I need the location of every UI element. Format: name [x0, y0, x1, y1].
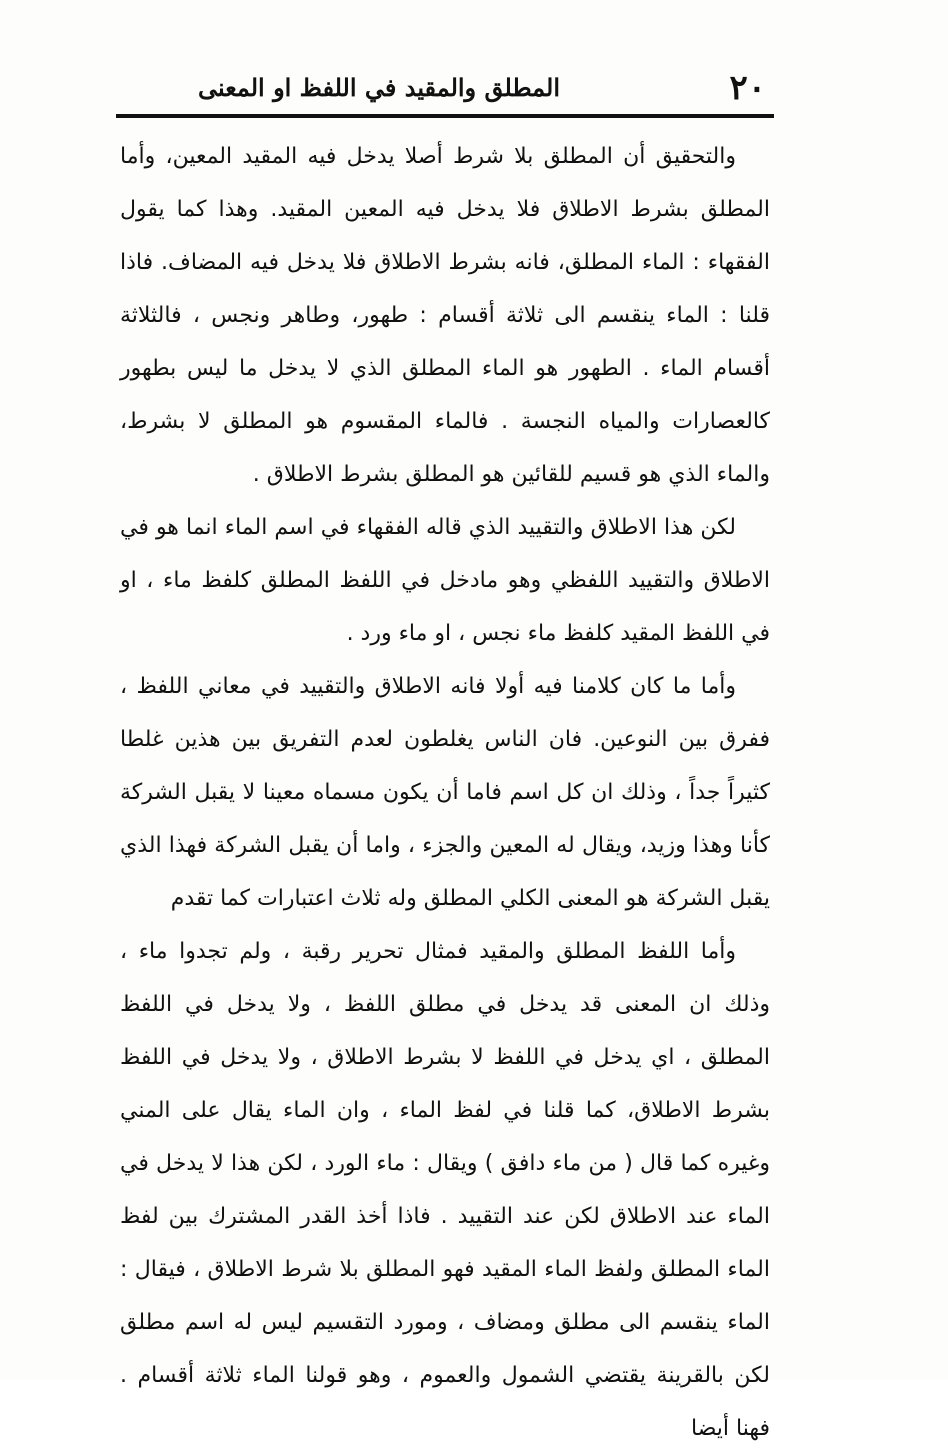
running-title: المطلق والمقيد في اللفظ او المعنى	[198, 73, 560, 102]
paragraph-3: وأما ما كان كلامنا فيه أولا فانه الاطلاق والتقييد في معاني اللفظ ، ففرق بين النوعين. فان الناس يغلطون لعدم التفريق بين هذين غلطا كثيراً جداً ، وذلك ان كل اسم فاما أن يكون مسماه معينا لا يقبل الشركة كأنا وهذا وزيد، ويقال له المعين والجزء ، واما أن يقبل الشركة فهذا الذي يقبل الشركة هو المعنى الكلي المطلق وله ثلاث اعتبارات كما تقدم	[120, 674, 770, 911]
page-number: ٢٠	[729, 68, 766, 108]
page-header	[120, 66, 770, 112]
paragraph-1: والتحقيق أن المطلق بلا شرط أصلا يدخل فيه المقيد المعين، وأما المطلق بشرط الاطلاق فلا يدخل فيه المعين المقيد. وهذا كما يقول الفقهاء : الماء المطلق، فانه بشرط الاطلاق فلا يدخل فيه المضاف. فاذا قلنا : الماء ينقسم الى ثلاثة أقسام : طهور، وطاهر ونجس ، فالثلاثة أقسام الماء . الطهور هو الماء المطلق الذي لا يدخل ما ليس بطهور كالعصارات والمياه النجسة . فالماء المقسوم هو المطلق لا بشرط، والماء الذي هو قسيم للقائين هو المطلق بشرط الاطلاق .	[120, 144, 770, 487]
header-rule	[116, 114, 774, 118]
paragraph-2: لكن هذا الاطلاق والتقييد الذي قاله الفقهاء في اسم الماء انما هو في الاطلاق والتقييد اللفظي وهو مادخل في اللفظ المطلق كلفظ ماء ، او في اللفظ المقيد كلفظ ماء نجس ، او ماء ورد .	[120, 515, 770, 646]
paragraph-4: وأما اللفظ المطلق والمقيد فمثال تحرير رقبة ، ولم تجدوا ماء ، وذلك ان المعنى قد يدخل في مطلق اللفظ ، ولا يدخل في اللفظ المطلق ، اي يدخل في اللفظ لا بشرط الاطلاق ، ولا يدخل في اللفظ بشرط الاطلاق، كما قلنا في لفظ الماء ، وان الماء يقال على المني وغيره كما قال ( من ماء دافق ) ويقال : ماء الورد ، لكن هذا لا يدخل في الماء عند الاطلاق لكن عند التقييد . فاذا أخذ القدر المشترك بين لفظ الماء المطلق ولفظ الماء المقيد فهو المطلق بلا شرط الاطلاق ، فيقال : الماء ينقسم الى مطلق ومضاف ، ومورد التقسيم ليس له اسم مطلق لكن بالقرينة يقتضي الشمول والعموم ، وهو قولنا الماء ثلاثة أقسام . فهنا أيضا	[120, 939, 770, 1441]
body-text	[120, 130, 770, 1455]
